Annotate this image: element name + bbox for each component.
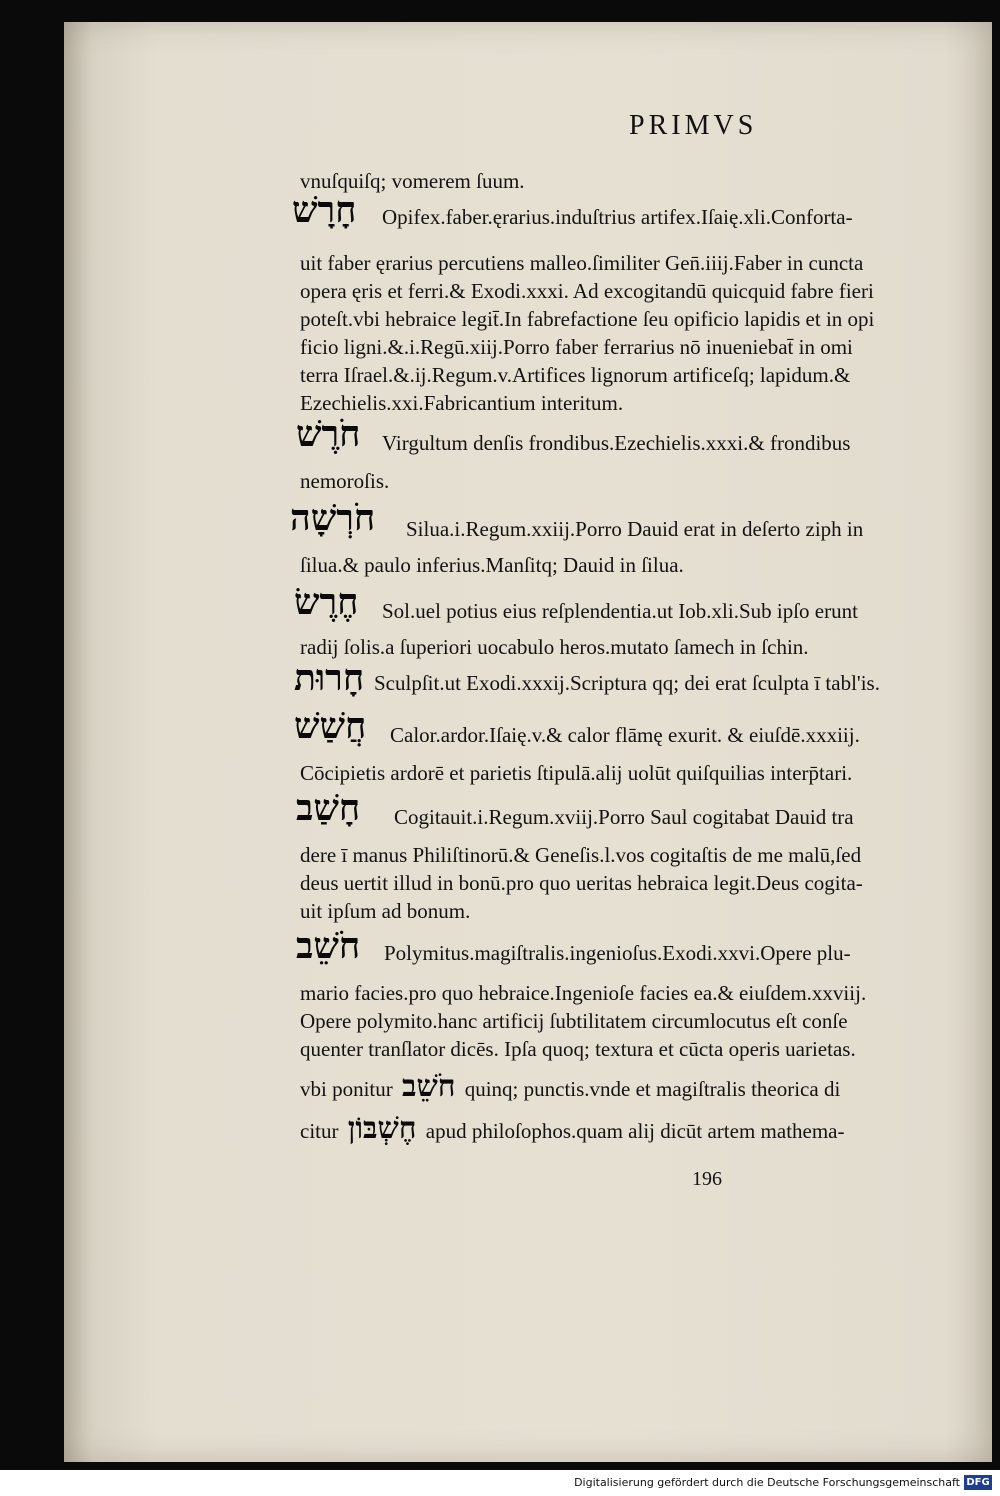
text-line: poteſt.vbi hebraice legit̄.In fabrefactione ſeu opificio lapidis et in opi [300, 307, 875, 331]
text-segment: quinq; punctis.vnde et magiſtralis theorica di [464, 1077, 841, 1101]
text-line: Opifex.faber.ęrarius.induſtrius artifex.Iſaię.xli.Conforta- [382, 205, 853, 229]
text-line: uit ipſum ad bonum. [300, 899, 471, 923]
text-line: Cōcipietis ardorē et parietis ſtipulā.alij uolūt quiſquilias interp̄tari. [300, 761, 853, 785]
text-line: quenter tranſlator dicēs. Ipſa quoq; textura et cūcta operis uarietas. [300, 1037, 856, 1061]
text-line [300, 1111, 845, 1146]
hebrew-headword: חֲשַׁשׁ [294, 705, 367, 747]
text-line: Ezechielis.xxi.Fabricantium interitum. [300, 391, 624, 415]
hebrew-headword: חֹרְשָׁה [290, 497, 376, 539]
hebrew-headword: חֹרֶשׁ [296, 413, 361, 455]
text-line: mario facies.pro quo hebraice.Ingenioſe facies ea.& eiuſdem.xxviij. [300, 981, 867, 1005]
text-segment: apud philoſophos.quam alij dicūt artem mathema- [425, 1119, 845, 1143]
text-line: terra Iſrael.&.ij.Regum.v.Artifices lignorum artificeſq; lapidum.& [300, 363, 851, 387]
text-line: Polymitus.magiſtralis.ingenioſus.Exodi.xxvi.Opere plu- [384, 941, 851, 965]
page-number: 196 [692, 1168, 722, 1190]
text-line: Sculpſit.ut Exodi.xxxij.Scriptura qq; dei erat ſculpta ī tabl'is. [374, 671, 880, 695]
text-line: Virgultum denſis frondibus.Ezechielis.xxxi.& frondibus [382, 431, 851, 455]
text-line: ſilua.& paulo inferius.Manſitq; Dauid in ſilua. [300, 553, 684, 577]
running-head: PRIMVS [629, 110, 758, 141]
text-line: dere ī manus Philiſtinorū.& Geneſis.l.vos cogitaſtis de me malū,ſed [300, 843, 862, 867]
hebrew-headword: חֹשֵׁב [296, 925, 361, 967]
hebrew-headword: חֶרֶשׂ [294, 581, 359, 623]
footer-bar [0, 1470, 1000, 1496]
funding-notice: Digitalisierung gefördert durch die Deutsche Forschungsgemeinschaft [574, 1476, 960, 1489]
book-page [64, 22, 992, 1462]
text-line: Silua.i.Regum.xxiij.Porro Dauid erat in deſerto ziph in [406, 517, 864, 541]
hebrew-headword: חָרָשׁ [292, 189, 357, 231]
text-line: Calor.ardor.Iſaię.v.& calor flāmę exurit. & eiuſdē.xxxiij. [390, 723, 860, 747]
text-line: nemoroſis. [300, 469, 390, 493]
text-line: uit faber ęrarius percutiens malleo.ſimiliter Gen̄.iiij.Faber in cuncta [300, 251, 864, 275]
text-line: radij ſolis.a ſuperiori uocabulo heros.mutato ſamech in ſchin. [300, 635, 809, 659]
text-line: Sol.uel potius eius reſplendentia.ut Iob.xli.Sub ipſo erunt [382, 599, 858, 623]
text-line: opera ęris et ferri.& Exodi.xxxi. Ad excogitandū quicquid fabre fieri [300, 279, 874, 303]
hebrew-word: חֶשְׁבּוֹן [347, 1111, 417, 1146]
text-line: deus uertit illud in bonū.pro quo ueritas hebraica legit.Deus cogita- [300, 871, 863, 895]
hebrew-headword: חָשַׁב [296, 787, 361, 829]
text-line: Cogitauit.i.Regum.xviij.Porro Saul cogitabat Dauid tra [394, 805, 854, 829]
text-line: Opere polymito.hanc artificij ſubtilitatem circumlocutus eſt conſe [300, 1009, 848, 1033]
text-segment: citur [300, 1119, 339, 1143]
text-segment: vbi ponitur [300, 1077, 393, 1101]
hebrew-word: חֹשֵׁב [402, 1069, 456, 1104]
text-line: vnuſquiſq; vomerem ſuum. [300, 169, 525, 193]
text-line: ficio ligni.&.i.Regū.xiij.Porro faber ferrarius nō inueniebat̄ in omi [300, 335, 853, 359]
dfg-logo: DFG [964, 1475, 992, 1490]
text-line [300, 1069, 841, 1104]
hebrew-headword: חָרוּת [294, 657, 365, 699]
